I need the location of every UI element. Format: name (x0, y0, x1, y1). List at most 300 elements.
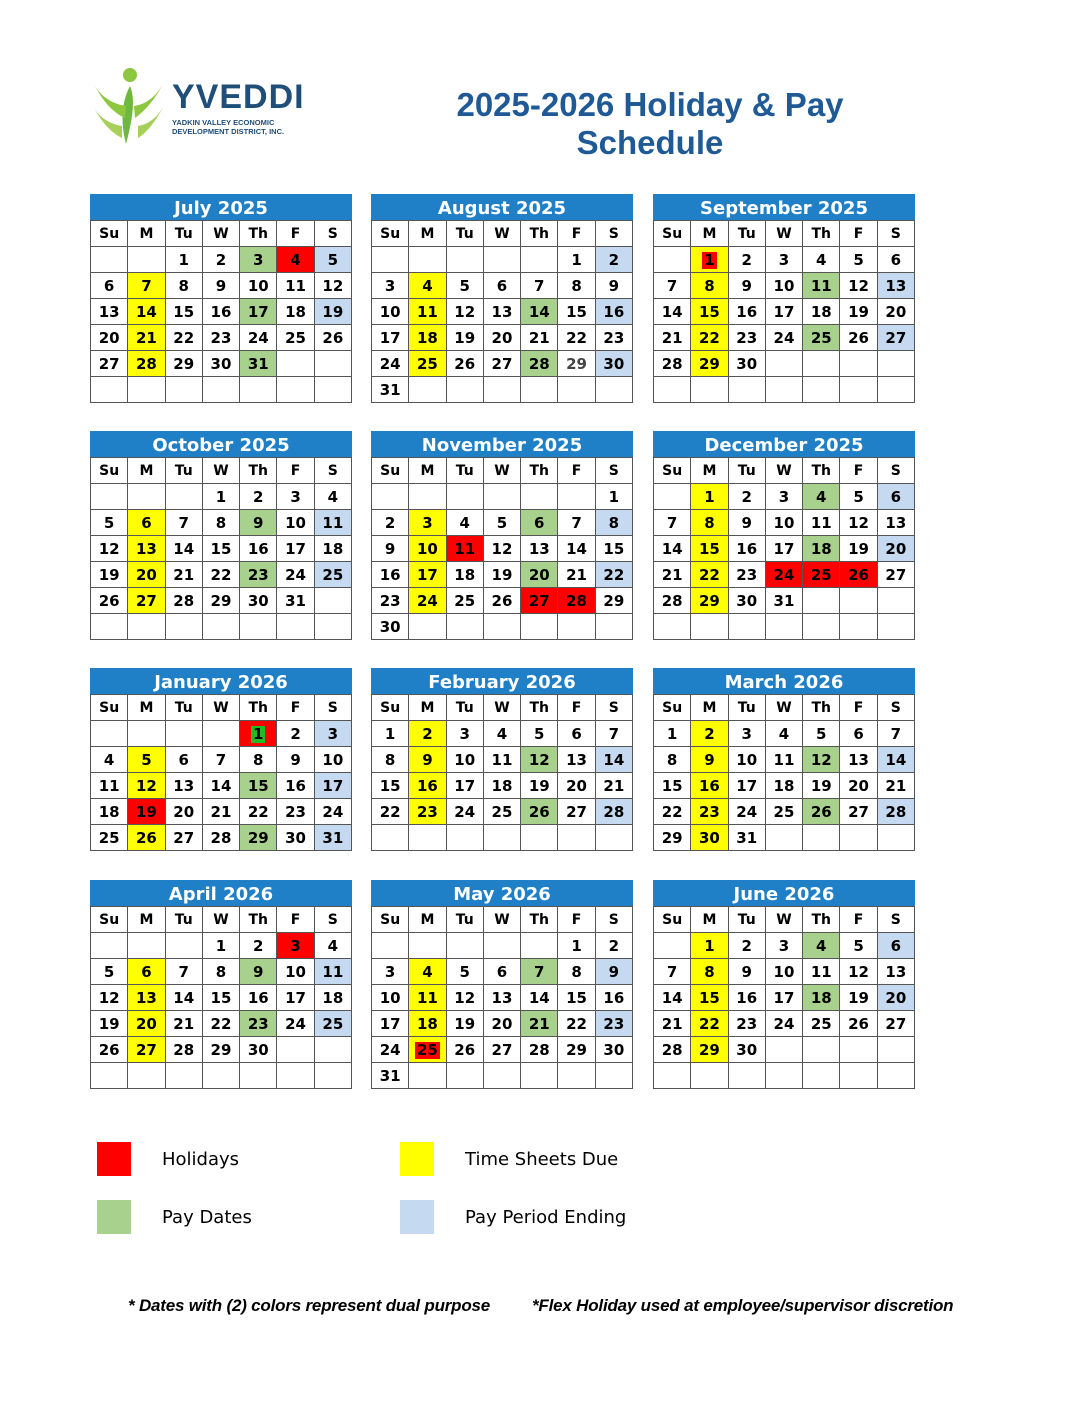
day-cell: 25 (803, 325, 840, 351)
week-row (654, 799, 915, 825)
day-cell: 3 (372, 273, 409, 299)
weekday-label: S (877, 907, 914, 933)
day-cell: 12 (446, 299, 483, 325)
day-cell: 3 (314, 721, 351, 747)
month-table (90, 220, 352, 403)
empty-cell (240, 1063, 277, 1089)
day-cell: 3 (277, 933, 314, 959)
month-table (371, 457, 633, 640)
week-row (372, 588, 633, 614)
month-table (90, 694, 352, 851)
day-cell: 31 (277, 588, 314, 614)
day-cell: 2 (728, 247, 765, 273)
day-cell: 31 (728, 825, 765, 851)
day-cell: 2 (240, 933, 277, 959)
empty-cell (202, 377, 239, 403)
day-cell: 4 (803, 484, 840, 510)
day-cell: 29 (165, 351, 202, 377)
day-cell: 18 (409, 1011, 446, 1037)
weekday-label: Tu (728, 458, 765, 484)
weekday-label: M (691, 695, 728, 721)
weekday-label: F (840, 907, 877, 933)
empty-cell (165, 484, 202, 510)
day-cell: 26 (521, 799, 558, 825)
day-cell: 16 (595, 299, 632, 325)
week-row (372, 1063, 633, 1089)
empty-cell (521, 484, 558, 510)
weekday-label: W (483, 458, 520, 484)
week-row (654, 825, 915, 851)
weekday-label: M (128, 458, 165, 484)
week-row (372, 325, 633, 351)
day-cell: 10 (446, 747, 483, 773)
week-row (91, 747, 352, 773)
day-cell: 19 (521, 773, 558, 799)
day-cell: 21 (165, 1011, 202, 1037)
weekday-label: W (202, 458, 239, 484)
day-cell: 16 (595, 985, 632, 1011)
day-cell: 10 (314, 747, 351, 773)
empty-cell (521, 614, 558, 640)
day-cell: 7 (521, 273, 558, 299)
day-cell: 24 (765, 562, 802, 588)
day-cell: 26 (446, 351, 483, 377)
week-row (654, 1063, 915, 1089)
empty-cell (165, 933, 202, 959)
month-title: November 2025 (371, 431, 633, 457)
weekday-label: Su (654, 458, 691, 484)
month-calendar (90, 431, 352, 640)
week-row (91, 933, 352, 959)
weekday-row (91, 695, 352, 721)
day-cell: 5 (840, 247, 877, 273)
yveddi-logo (92, 66, 305, 146)
day-cell: 30 (240, 1037, 277, 1063)
day-cell: 22 (202, 562, 239, 588)
weekday-label: M (128, 221, 165, 247)
day-cell: 19 (91, 1011, 128, 1037)
month-table (653, 220, 915, 403)
day-cell: 6 (877, 484, 914, 510)
empty-cell (765, 1063, 802, 1089)
weekday-label: S (314, 221, 351, 247)
week-row (654, 510, 915, 536)
weekday-label: Su (372, 907, 409, 933)
day-cell: 1 (691, 933, 728, 959)
day-cell: 7 (165, 510, 202, 536)
empty-cell (446, 825, 483, 851)
day-cell: 26 (840, 325, 877, 351)
week-row (91, 721, 352, 747)
weekday-label: F (840, 458, 877, 484)
weekday-row (91, 907, 352, 933)
day-cell: 25 (803, 1011, 840, 1037)
weekday-label: M (409, 221, 446, 247)
empty-cell (803, 825, 840, 851)
empty-cell (840, 614, 877, 640)
day-cell: 15 (240, 773, 277, 799)
empty-cell (840, 825, 877, 851)
day-cell: 5 (91, 959, 128, 985)
day-cell: 10 (765, 510, 802, 536)
holiday-swatch (97, 1142, 131, 1176)
day-cell: 23 (728, 562, 765, 588)
weekday-label: F (277, 458, 314, 484)
empty-cell (654, 933, 691, 959)
day-cell: 20 (91, 325, 128, 351)
empty-cell (202, 721, 239, 747)
day-cell: 28 (521, 1037, 558, 1063)
empty-cell (654, 484, 691, 510)
day-cell: 29 (240, 825, 277, 851)
day-cell: 5 (803, 721, 840, 747)
legend-period-end-label: Pay Period Ending (465, 1207, 627, 1228)
day-cell: 26 (840, 1011, 877, 1037)
empty-cell (446, 933, 483, 959)
day-cell: 4 (314, 933, 351, 959)
empty-cell (409, 484, 446, 510)
day-cell: 11 (446, 536, 483, 562)
day-cell: 18 (409, 325, 446, 351)
day-cell: 28 (202, 825, 239, 851)
day-cell: 13 (128, 985, 165, 1011)
empty-cell (803, 377, 840, 403)
day-cell: 19 (840, 536, 877, 562)
day-cell: 15 (691, 985, 728, 1011)
empty-cell (765, 377, 802, 403)
empty-cell (165, 377, 202, 403)
day-cell: 17 (277, 536, 314, 562)
legend-timesheets-label: Time Sheets Due (465, 1149, 619, 1170)
day-cell: 15 (691, 536, 728, 562)
weekday-label: Su (91, 221, 128, 247)
week-row (372, 721, 633, 747)
day-cell: 7 (202, 747, 239, 773)
day-cell: 15 (372, 773, 409, 799)
empty-cell (654, 377, 691, 403)
day-cell: 9 (372, 536, 409, 562)
weekday-label: M (691, 907, 728, 933)
empty-cell (877, 614, 914, 640)
day-cell: 13 (877, 273, 914, 299)
weekday-label: W (765, 458, 802, 484)
week-row (372, 377, 633, 403)
empty-cell (91, 377, 128, 403)
day-cell: 28 (128, 351, 165, 377)
day-cell: 28 (877, 799, 914, 825)
day-cell: 15 (202, 536, 239, 562)
week-row (654, 721, 915, 747)
flex-holiday-note: *Flex Holiday used at employee/supervisor discretion (532, 1296, 954, 1315)
day-cell: 25 (314, 562, 351, 588)
day-cell: 17 (765, 985, 802, 1011)
day-cell: 17 (277, 985, 314, 1011)
weekday-row (372, 907, 633, 933)
day-cell: 19 (91, 562, 128, 588)
empty-cell (691, 1063, 728, 1089)
day-cell: 13 (128, 536, 165, 562)
empty-cell (277, 351, 314, 377)
day-cell: 19 (840, 985, 877, 1011)
empty-cell (877, 1063, 914, 1089)
empty-cell (372, 247, 409, 273)
weekday-label: Su (91, 458, 128, 484)
weekday-label: W (202, 695, 239, 721)
day-cell: 3 (728, 721, 765, 747)
day-cell: 7 (165, 959, 202, 985)
day-cell: 22 (691, 325, 728, 351)
day-cell: 23 (372, 588, 409, 614)
empty-cell (877, 377, 914, 403)
day-cell: 31 (765, 588, 802, 614)
day-cell: 25 (409, 351, 446, 377)
month-calendar (371, 431, 633, 640)
day-cell: 8 (691, 510, 728, 536)
day-cell: 13 (165, 773, 202, 799)
day-cell: 18 (803, 985, 840, 1011)
day-cell: 19 (840, 299, 877, 325)
day-cell: 11 (314, 959, 351, 985)
day-cell: 28 (654, 588, 691, 614)
empty-cell (240, 614, 277, 640)
day-cell: 29 (202, 1037, 239, 1063)
day-cell: 5 (446, 273, 483, 299)
empty-cell (521, 377, 558, 403)
day-cell: 27 (521, 588, 558, 614)
day-cell: 15 (654, 773, 691, 799)
day-cell: 24 (765, 1011, 802, 1037)
dual-purpose-marker: 1 (253, 724, 264, 743)
day-cell: 21 (521, 325, 558, 351)
day-cell: 12 (521, 747, 558, 773)
empty-cell (91, 614, 128, 640)
day-cell: 15 (558, 299, 595, 325)
day-cell: 11 (409, 299, 446, 325)
weekday-label: Tu (446, 695, 483, 721)
day-cell (691, 247, 728, 273)
day-cell: 5 (483, 510, 520, 536)
day-cell: 3 (409, 510, 446, 536)
day-cell: 14 (654, 536, 691, 562)
day-cell: 20 (165, 799, 202, 825)
day-cell: 30 (240, 588, 277, 614)
month-table (371, 694, 633, 851)
week-row (654, 562, 915, 588)
week-row (372, 933, 633, 959)
day-cell: 25 (277, 325, 314, 351)
day-cell: 25 (483, 799, 520, 825)
month-title: January 2026 (90, 668, 352, 694)
day-cell: 27 (128, 588, 165, 614)
weekday-label: Tu (728, 907, 765, 933)
month-table (371, 220, 633, 403)
day-cell: 30 (728, 588, 765, 614)
week-row (654, 484, 915, 510)
day-cell: 16 (240, 536, 277, 562)
day-cell: 13 (558, 747, 595, 773)
day-cell: 7 (128, 273, 165, 299)
day-cell: 10 (728, 747, 765, 773)
day-cell: 1 (691, 484, 728, 510)
week-row (654, 536, 915, 562)
empty-cell (558, 825, 595, 851)
day-cell: 31 (314, 825, 351, 851)
empty-cell (521, 247, 558, 273)
weekday-label: M (409, 458, 446, 484)
week-row (372, 484, 633, 510)
day-cell: 15 (691, 299, 728, 325)
weekday-label: Th (803, 458, 840, 484)
day-cell: 5 (521, 721, 558, 747)
month-table (90, 457, 352, 640)
day-cell: 16 (691, 773, 728, 799)
weekday-label: S (595, 458, 632, 484)
empty-cell (91, 484, 128, 510)
day-cell: 12 (840, 273, 877, 299)
day-cell: 23 (202, 325, 239, 351)
weekday-label: W (483, 907, 520, 933)
empty-cell (128, 721, 165, 747)
day-cell: 15 (595, 536, 632, 562)
day-cell: 22 (691, 1011, 728, 1037)
day-cell: 8 (691, 273, 728, 299)
empty-cell (409, 377, 446, 403)
leaf-figure-icon (92, 66, 172, 146)
week-row (654, 1011, 915, 1037)
day-cell: 13 (483, 985, 520, 1011)
day-cell: 16 (728, 536, 765, 562)
day-cell: 10 (277, 510, 314, 536)
day-cell: 17 (240, 299, 277, 325)
day-cell: 29 (558, 1037, 595, 1063)
day-cell: 9 (202, 273, 239, 299)
day-cell: 20 (521, 562, 558, 588)
empty-cell (372, 933, 409, 959)
dual-purpose-marker: 1 (704, 250, 715, 269)
day-cell: 6 (877, 247, 914, 273)
empty-cell (314, 377, 351, 403)
day-cell: 7 (654, 959, 691, 985)
page-title: 2025-2026 Holiday & Pay Schedule (456, 86, 844, 161)
day-cell: 21 (558, 562, 595, 588)
day-cell: 6 (128, 510, 165, 536)
day-cell: 5 (446, 959, 483, 985)
logo-subtitle-line: YADKIN VALLEY ECONOMIC (172, 118, 275, 127)
weekday-label: F (558, 458, 595, 484)
month-title: June 2026 (653, 880, 915, 906)
empty-cell (483, 247, 520, 273)
day-cell: 1 (202, 484, 239, 510)
week-row (372, 510, 633, 536)
month-calendar (371, 668, 633, 851)
empty-cell (277, 377, 314, 403)
day-cell: 13 (91, 299, 128, 325)
empty-cell (240, 377, 277, 403)
day-cell: 24 (409, 588, 446, 614)
day-cell: 15 (558, 985, 595, 1011)
weekday-label: W (202, 221, 239, 247)
day-cell: 17 (314, 773, 351, 799)
day-cell: 3 (765, 484, 802, 510)
day-cell: 30 (595, 351, 632, 377)
empty-cell (372, 825, 409, 851)
day-cell: 8 (654, 747, 691, 773)
day-cell: 8 (595, 510, 632, 536)
weekday-label: Tu (165, 695, 202, 721)
day-cell: 17 (409, 562, 446, 588)
day-cell: 28 (165, 588, 202, 614)
week-row (654, 985, 915, 1011)
day-cell: 6 (521, 510, 558, 536)
day-cell: 14 (877, 747, 914, 773)
weekday-label: Th (240, 221, 277, 247)
day-cell: 26 (128, 825, 165, 851)
day-cell: 14 (558, 536, 595, 562)
weekday-label: F (558, 695, 595, 721)
day-cell: 27 (877, 325, 914, 351)
day-cell: 10 (765, 273, 802, 299)
weekday-label: Tu (728, 221, 765, 247)
weekday-label: S (877, 458, 914, 484)
empty-cell (446, 484, 483, 510)
day-cell: 18 (314, 985, 351, 1011)
empty-cell (595, 377, 632, 403)
day-cell: 12 (91, 985, 128, 1011)
day-cell: 13 (877, 510, 914, 536)
empty-cell (483, 825, 520, 851)
day-cell: 2 (409, 721, 446, 747)
day-cell: 10 (240, 273, 277, 299)
empty-cell (128, 247, 165, 273)
weekday-label: Th (521, 221, 558, 247)
weekday-row (654, 221, 915, 247)
day-cell: 27 (483, 351, 520, 377)
day-cell: 6 (91, 273, 128, 299)
month-title: April 2026 (90, 880, 352, 906)
day-cell: 10 (372, 985, 409, 1011)
day-cell: 24 (240, 325, 277, 351)
empty-cell (728, 1063, 765, 1089)
day-cell: 18 (91, 799, 128, 825)
day-cell: 4 (277, 247, 314, 273)
weekday-label: Su (372, 221, 409, 247)
day-cell: 2 (728, 484, 765, 510)
weekday-label: W (765, 695, 802, 721)
day-cell: 2 (202, 247, 239, 273)
empty-cell (128, 484, 165, 510)
month-calendar (371, 880, 633, 1089)
weekday-label: S (595, 695, 632, 721)
day-cell: 8 (372, 747, 409, 773)
day-cell: 26 (483, 588, 520, 614)
day-cell: 24 (277, 562, 314, 588)
day-cell: 4 (409, 959, 446, 985)
weekday-row (91, 221, 352, 247)
day-cell (240, 721, 277, 747)
day-cell: 1 (558, 247, 595, 273)
day-cell: 16 (277, 773, 314, 799)
day-cell: 11 (765, 747, 802, 773)
day-cell: 1 (202, 933, 239, 959)
day-cell: 24 (765, 325, 802, 351)
empty-cell (409, 1063, 446, 1089)
day-cell: 12 (314, 273, 351, 299)
day-cell: 16 (372, 562, 409, 588)
weekday-label: Th (521, 458, 558, 484)
weekday-label: M (409, 695, 446, 721)
weekday-row (91, 458, 352, 484)
week-row (91, 510, 352, 536)
